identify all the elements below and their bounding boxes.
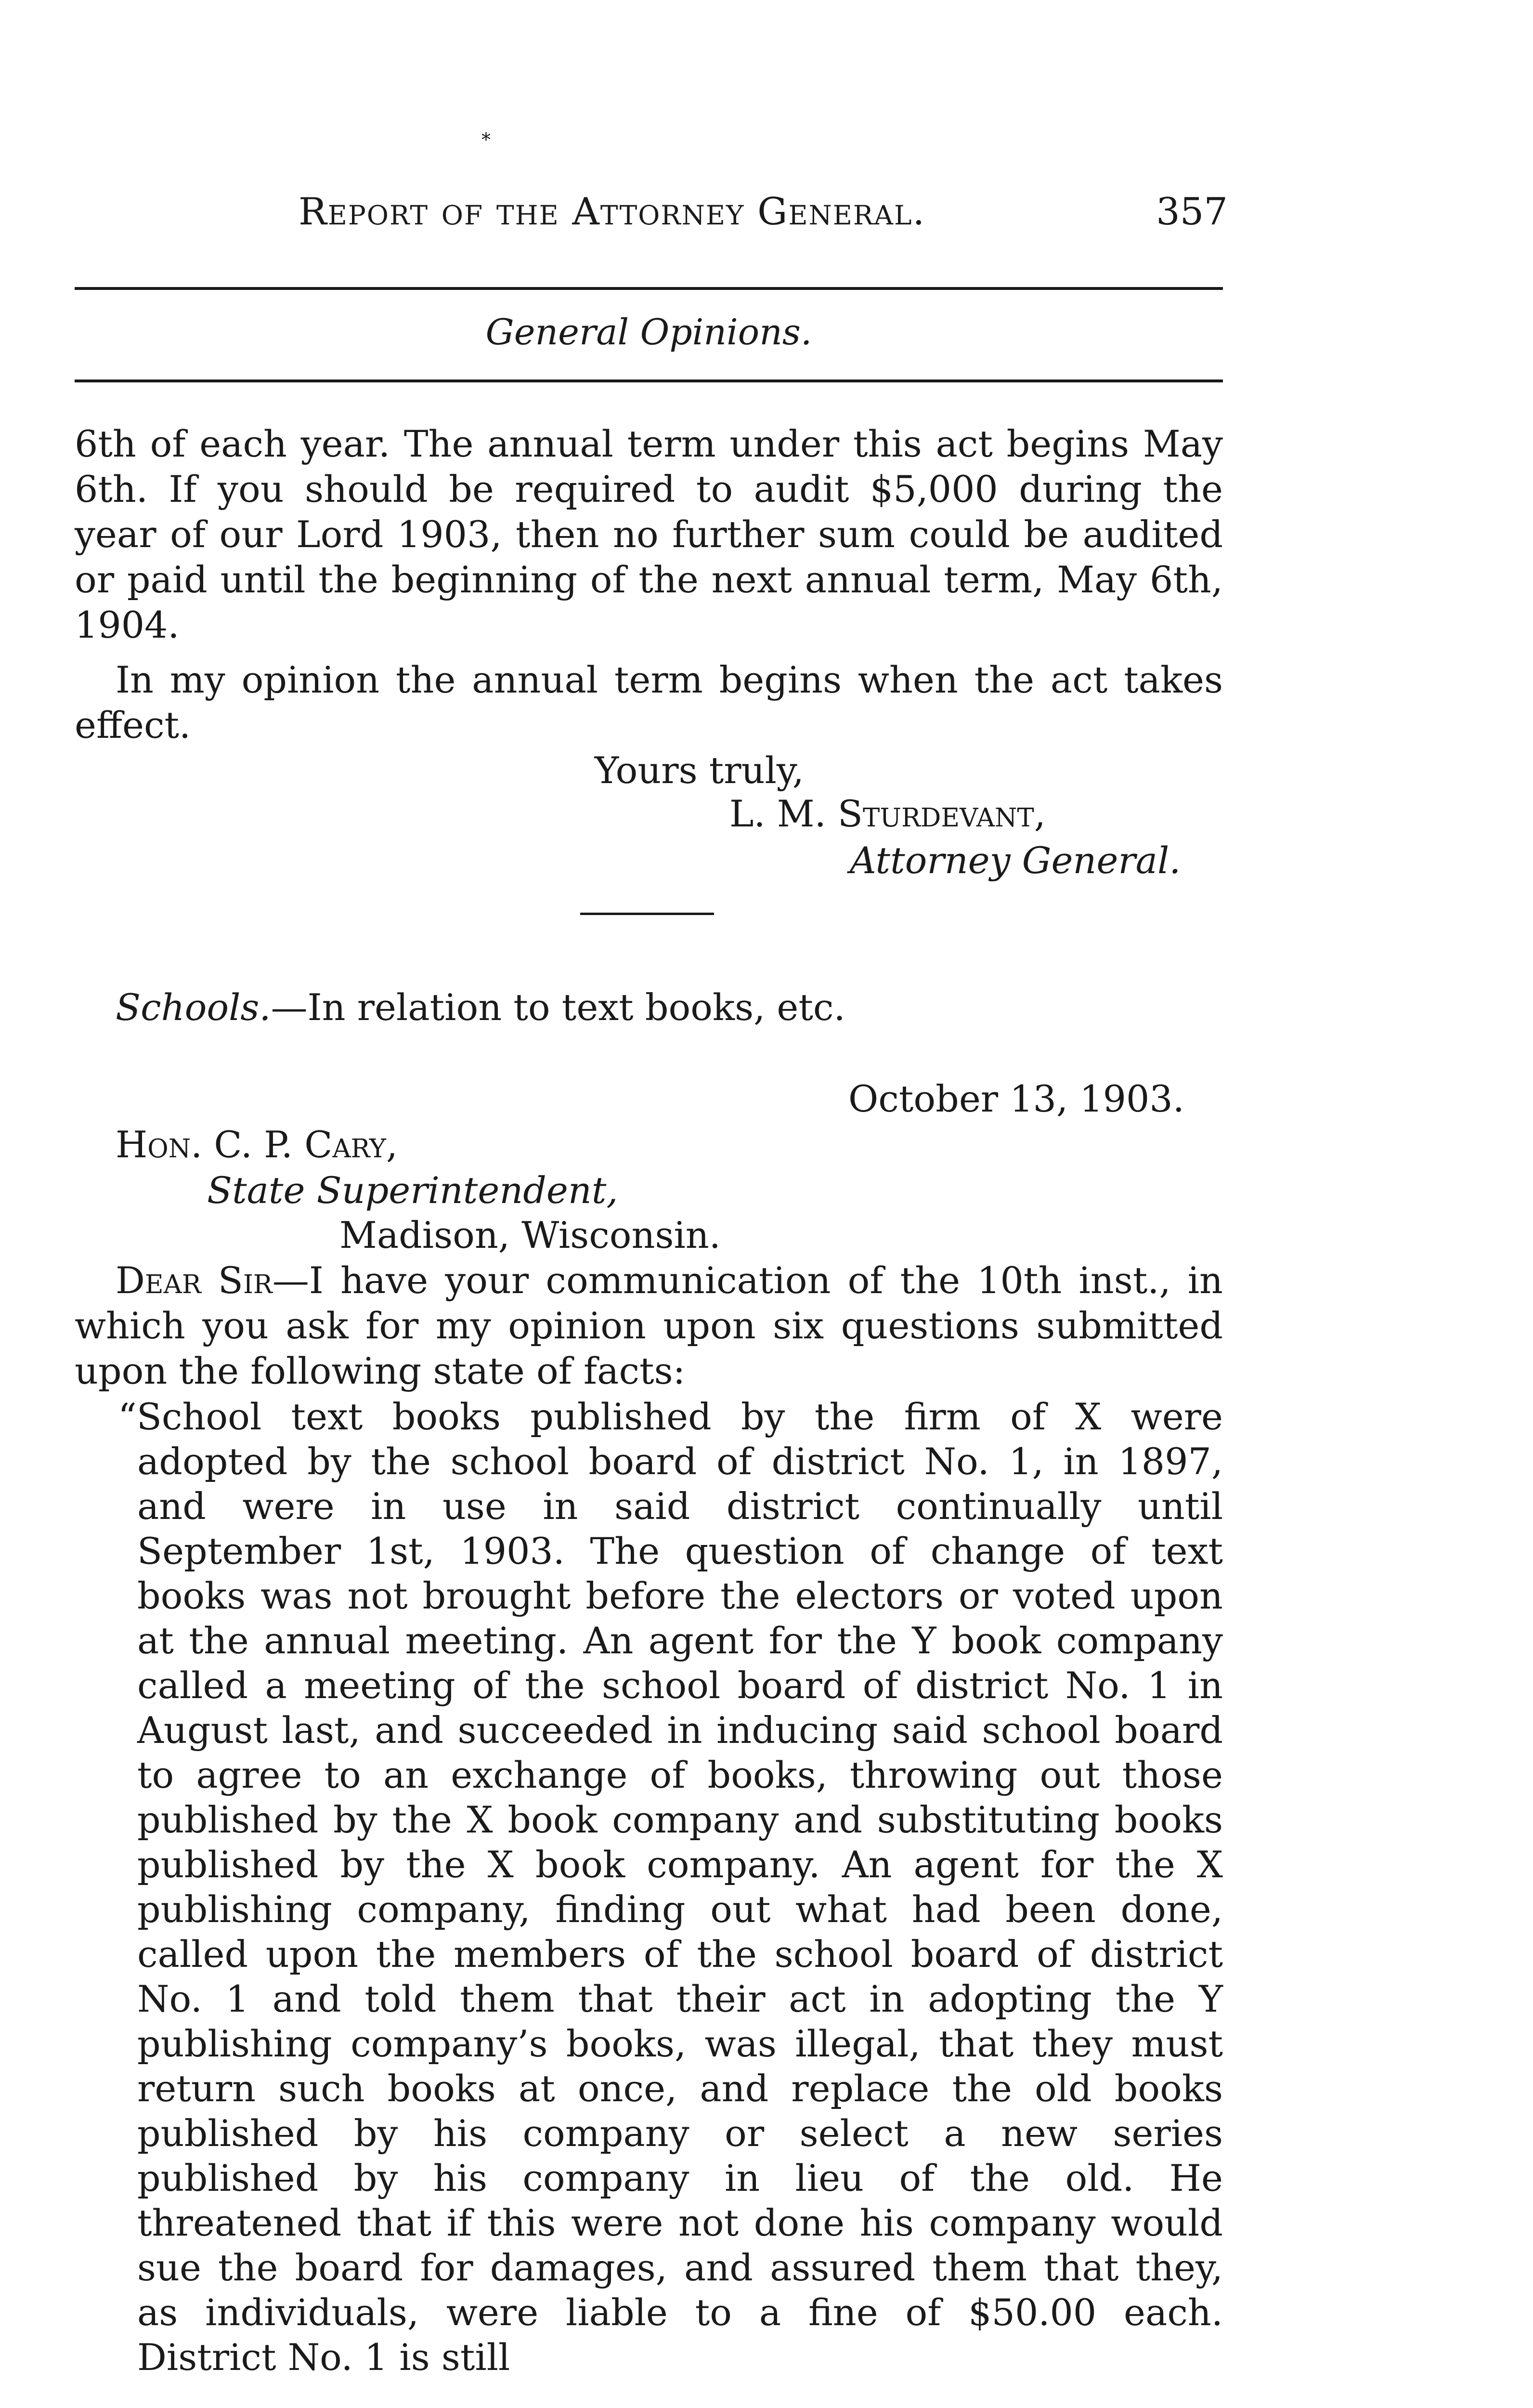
header-rule-top xyxy=(75,287,1223,290)
letter-opening-paragraph xyxy=(75,1258,1223,1394)
section-divider xyxy=(580,913,714,915)
letter-closing: Yours truly, xyxy=(595,749,804,792)
header-rule-bottom xyxy=(75,380,1223,382)
quoted-facts: “School text books published by the firm of X were adopted by the school board of district No. 1, in 1897, and were in use in said district continually until September 1st, 1903. The question of change of text books was not brought before the electors or voted upon at the annual meeting. An agent for the Y book company called a meeting of the school board of district No. 1 in August last, and succeeded in inducing said school board to agree to an exchange of books, throwing out those published by the X book company and substituting books published by the X book company. An agent for the X publishing company, finding out what had been done, called upon the members of the school board of district No. 1 and told them that their act in adopting the Y publishing company’s books, was illegal, that they must return such books at once, and replace the old books published by his company or select a new series published by his company in lieu of the old. He threatened that if this were not done his company would sue the board for damages, and assured them that they, as individuals, were liable to a fine of $50.00 each. District No. 1 is still xyxy=(118,1395,1223,2379)
signer-name: L. M. Sturdevant, xyxy=(729,792,1046,835)
addressee-title: State Superintendent, xyxy=(207,1169,618,1212)
opinion-paragraph-conclusion: In my opinion the annual term begins when the act takes effect. xyxy=(75,658,1223,746)
running-head: Report of the Attorney General. xyxy=(299,190,926,234)
subject-text: —In relation to text books, etc. xyxy=(271,986,845,1029)
opinion-paragraph-continued: 6th of each year. The annual term under this act begins May 6th. If you should be required to audit $5,000 during the year of our Lord 1903, then no further sum could be audited or paid until the beginning of the next annual term, May 6th, 1904. xyxy=(75,422,1223,646)
page-number: 357 xyxy=(1156,190,1228,234)
page-ornament: * xyxy=(481,129,491,150)
salutation: Dear Sir xyxy=(116,1259,273,1302)
subject-label: Schools. xyxy=(116,986,271,1029)
letter-date: October 13, 1903. xyxy=(848,1077,1184,1120)
section-heading: General Opinions. xyxy=(485,312,812,353)
addressee-place: Madison, Wisconsin. xyxy=(339,1214,721,1256)
signer-title: Attorney General. xyxy=(850,839,1181,882)
addressee-name: Hon. C. P. Cary, xyxy=(116,1123,398,1166)
letter-opening-text: —I have your communication of the 10th inst., in which you ask for my opinion upon six questions submitted upon the following state of facts: xyxy=(75,1259,1223,1392)
opinion-subject xyxy=(116,985,845,1030)
